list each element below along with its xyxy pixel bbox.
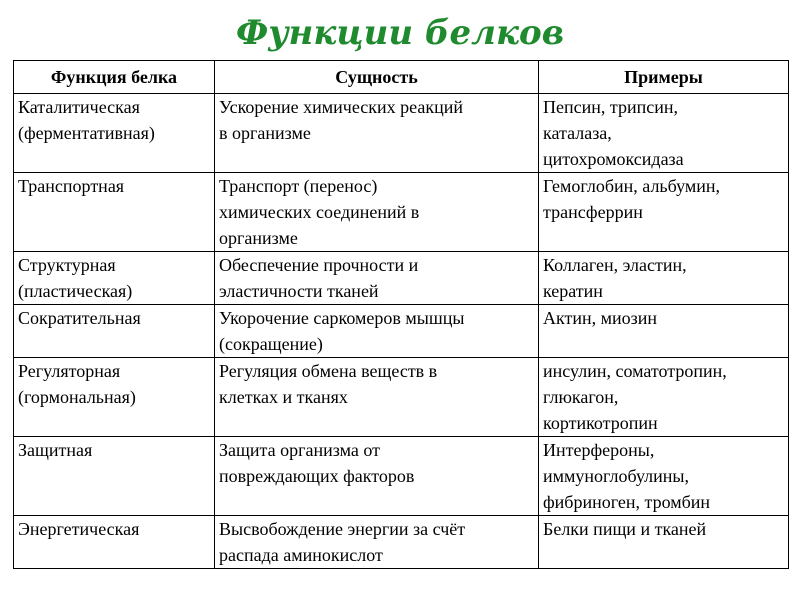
cell-line: Транспортная — [18, 176, 125, 196]
cell-function — [14, 94, 215, 173]
cell-line: распада аминокислот — [219, 545, 383, 565]
cell-line: Интерфероны, — [543, 440, 655, 460]
protein-functions-table — [13, 60, 789, 569]
cell-line: каталаза, — [543, 123, 612, 143]
header-function: Функция белка — [14, 61, 215, 94]
cell-line: трансферрин — [543, 202, 643, 222]
cell-line: Транспорт (перенос) — [219, 176, 378, 196]
cell-essence — [215, 252, 539, 305]
table-header-row — [14, 61, 789, 94]
table-row — [14, 173, 789, 252]
cell-line: Каталитическая — [18, 97, 140, 117]
cell-line: Энергетическая — [18, 519, 140, 539]
cell-line: химических соединений в — [219, 202, 420, 222]
cell-line: Сократительная — [18, 308, 141, 328]
cell-function — [14, 173, 215, 252]
cell-examples — [539, 437, 789, 516]
table-row — [14, 358, 789, 437]
cell-function — [14, 358, 215, 437]
cell-line: Высвобождение энергии за счёт — [219, 519, 466, 539]
cell-line: (гормональная) — [18, 387, 136, 407]
cell-function — [14, 516, 215, 569]
cell-line: Коллаген, эластин, — [543, 255, 687, 275]
cell-examples — [539, 94, 789, 173]
cell-essence — [215, 305, 539, 358]
cell-essence — [215, 358, 539, 437]
cell-examples — [539, 305, 789, 358]
cell-line: клетках и тканях — [219, 387, 348, 407]
cell-examples — [539, 516, 789, 569]
cell-examples — [539, 252, 789, 305]
cell-line: цитохромоксидаза — [543, 149, 684, 169]
table-row — [14, 252, 789, 305]
cell-essence — [215, 516, 539, 569]
cell-line: Гемоглобин, альбумин, — [543, 176, 721, 196]
cell-line: (пластическая) — [18, 281, 133, 301]
cell-examples — [539, 173, 789, 252]
cell-line: (сокращение) — [219, 334, 323, 354]
cell-line: кератин — [543, 281, 603, 301]
cell-line: иммуноглобулины, — [543, 466, 690, 486]
cell-function — [14, 437, 215, 516]
cell-line: инсулин, соматотропин, — [543, 361, 727, 381]
cell-line: Структурная — [18, 255, 116, 275]
cell-essence — [215, 173, 539, 252]
cell-line: повреждающих факторов — [219, 466, 415, 486]
cell-line: Белки пищи и тканей — [543, 519, 707, 539]
cell-function — [14, 252, 215, 305]
page-title: Функции белков — [235, 13, 565, 53]
cell-line: Защита организма от — [219, 440, 380, 460]
cell-essence — [215, 437, 539, 516]
cell-line: фибриноген, тромбин — [543, 492, 711, 512]
cell-line: Защитная — [18, 440, 93, 460]
cell-line: организме — [219, 228, 298, 248]
cell-line: Укорочение саркомеров мышцы — [219, 308, 465, 328]
table-row — [14, 305, 789, 358]
cell-line: Пепсин, трипсин, — [543, 97, 678, 117]
cell-line: Обеспечение прочности и — [219, 255, 419, 275]
cell-line: кортикотропин — [543, 413, 658, 433]
cell-line: Регуляция обмена веществ в — [219, 361, 438, 381]
table-row — [14, 437, 789, 516]
header-essence: Сущность — [215, 61, 539, 94]
cell-line: в организме — [219, 123, 311, 143]
header-examples: Примеры — [539, 61, 789, 94]
cell-line: (ферментативная) — [18, 123, 155, 143]
cell-examples — [539, 358, 789, 437]
cell-line: эластичности тканей — [219, 281, 379, 301]
cell-line: Регуляторная — [18, 361, 121, 381]
cell-essence — [215, 94, 539, 173]
table-row — [14, 94, 789, 173]
table-body — [14, 94, 789, 569]
cell-line: Актин, миозин — [543, 308, 658, 328]
cell-function — [14, 305, 215, 358]
table-row — [14, 516, 789, 569]
cell-line: Ускорение химических реакций — [219, 97, 464, 117]
cell-line: глюкагон, — [543, 387, 619, 407]
